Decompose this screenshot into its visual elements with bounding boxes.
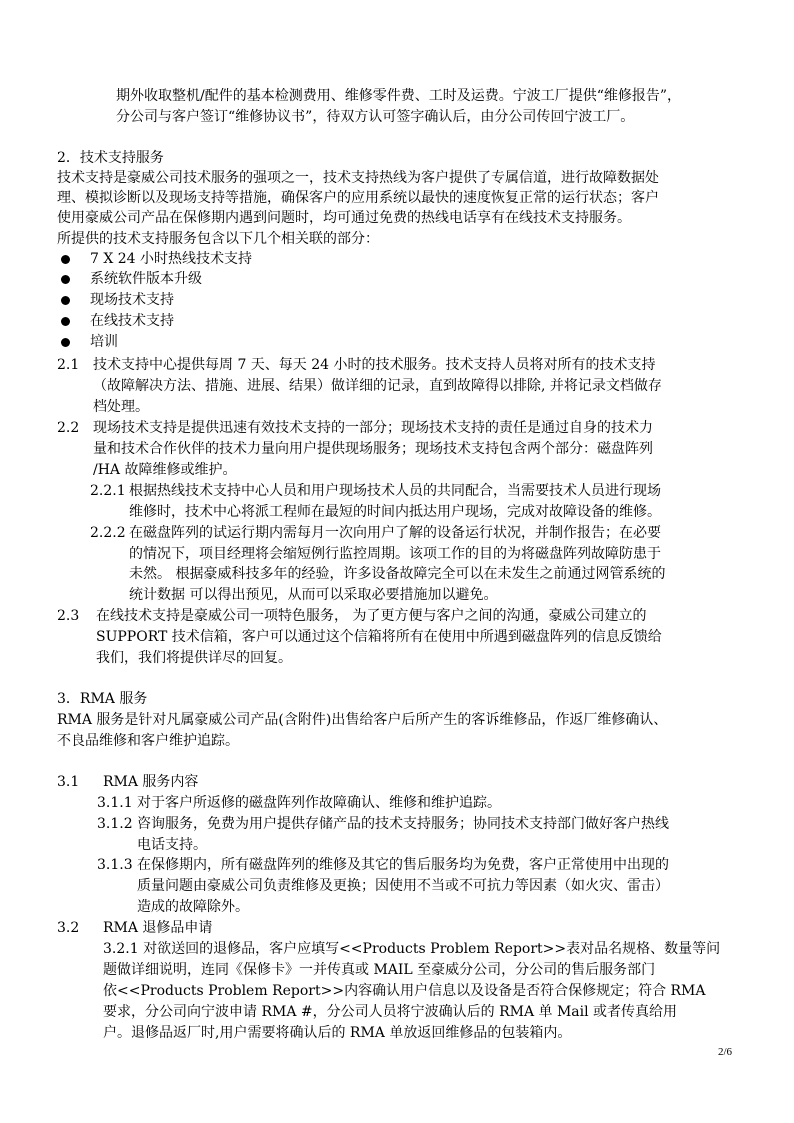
subitem-number: 3.1.3 (97, 857, 133, 873)
subitem-line: 根据热线技术支持中心人员和用户现场技术人员的共同配合，当需要技术人员进行现场 (129, 483, 661, 499)
item-line: （故障解决方法、措施、进展、结果）做详细的记录，直到故障得以排除, 并将记录文档做存 (93, 378, 662, 394)
bullet-item: 系统软件版本升级 (90, 271, 202, 287)
paragraph-line: 理、模拟诊断以及现场支持等措施，确保客户的应用系统以最快的速度恢复正常的运行状态；客户 (57, 190, 659, 206)
subitem-line: 户。退修品返厂时,用户需要将确认后的 RMA 单放返回维修品的包装箱内。 (103, 1025, 572, 1041)
subitem-line: 对于客户所返修的磁盘阵列作故障确认、维修和维护追踪。 (137, 795, 501, 811)
intro-line: 期外收取整机/配件的基本检测费用、维修零件费、工时及运费。宁波工厂提供“维修报告”， (116, 88, 682, 104)
bullet-dot-icon (61, 296, 70, 305)
subsection-title: RMA 服务内容 (103, 774, 199, 790)
bullet-dot-icon (61, 275, 70, 284)
subitem-line: 质量问题由豪威公司负责维修及更换；因使用不当或不可抗力等因素（如火灾、雷击） (137, 878, 669, 894)
subitem-line: 维修时，技术中心将派工程师在最短的时间内抵达用户现场，完成对故障设备的维修。 (129, 504, 661, 520)
section-heading: 3．RMA 服务 (57, 691, 148, 707)
subitem-line: 电话支持。 (137, 837, 207, 853)
item-line: /HA 故障维修或维护。 (93, 462, 237, 478)
paragraph-line: RMA 服务是针对凡属豪威公司产品(含附件)出售给客户后所产生的客诉维修品，作返厂维修确认、 (57, 712, 668, 728)
item-line: 技术支持中心提供每周 7 天、每天 24 小时的技术服务。技术支持人员将对所有的技术支持 (93, 357, 656, 373)
subitem-line: 依<<Products Problem Report>>内容确认用户信息以及设备是否符合保修规定；符合 RMA (103, 983, 706, 999)
section-heading: 2．技术支持服务 (57, 150, 164, 166)
paragraph-line: 使用豪威公司产品在保修期内遇到问题时，均可通过免费的热线电话享有在线技术支持服务。 (57, 210, 631, 226)
bullet-dot-icon (61, 317, 70, 326)
subitem-line: 未然。 根据豪威科技多年的经验，许多设备故障完全可以在未发生之前通过网管系统的 (129, 566, 666, 582)
subitem-line: 在保修期内，所有磁盘阵列的维修及其它的售后服务均为免费，客户正常使用中出现的 (137, 857, 669, 873)
subitem-number: 2.2.2 (90, 525, 126, 541)
item-line: 现场技术支持是提供迅速有效技术支持的一部分；现场技术支持的责任是通过自身的技术力 (93, 420, 653, 436)
item-line: 量和技术合作伙伴的技术力量向用户提供现场服务；现场技术支持包含两个部分：磁盘阵列 (93, 441, 653, 457)
subitem-line: 在磁盘阵列的试运行期内需每月一次向用户了解的设备运行状况，并制作报告；在必要 (129, 525, 661, 541)
paragraph-line: 所提供的技术支持服务包含以下几个相关联的部分： (57, 231, 379, 247)
subitem-line: 造成的故障除外。 (137, 899, 249, 915)
bullet-item: 现场技术支持 (90, 292, 174, 308)
subitem-line: 3.2.1 对欲送回的退修品，客户应填写<<Products Problem Report>>表对品名规格、数量等问 (103, 941, 721, 957)
item-number: 2.2 (57, 420, 80, 436)
subsection-title: RMA 退修品申请 (103, 920, 213, 936)
item-number: 2.3 (57, 608, 80, 624)
subitem-line: 题做详细说明，连同《保修卡》一并传真或 MAIL 至豪威分公司，分公司的售后服务部门 (103, 962, 656, 978)
item-line: 在线技术支持是豪威公司一项特色服务， 为了更方便与客户之间的沟通，豪威公司建立的 (96, 608, 647, 624)
item-line: SUPPORT 技术信箱，客户可以通过这个信箱将所有在使用中所遇到磁盘阵列的信息反馈给 (96, 629, 662, 645)
bullet-dot-icon (61, 338, 70, 347)
bullet-item: 在线技术支持 (90, 313, 174, 329)
paragraph-line: 不良品维修和客户维护追踪。 (57, 733, 239, 749)
subitem-number: 3.1.2 (97, 816, 133, 832)
subitem-line: 咨询服务，免费为用户提供存储产品的技术支持服务；协同技术支持部门做好客户热线 (137, 816, 669, 832)
item-number: 2.1 (57, 357, 80, 373)
paragraph-line: 技术支持是豪威公司技术服务的强项之一，技术支持热线为客户提供了专属信道，进行故障数据处 (57, 170, 659, 186)
bullet-item: 培训 (90, 334, 118, 350)
intro-line: 分公司与客户签订“维修协议书”，待双方认可签字确认后，由分公司传回宁波工厂。 (116, 109, 635, 125)
subsection-number: 3.1 (57, 774, 80, 790)
subitem-line: 的情况下，项目经理将会缩短例行监控周期。该项工作的目的为将磁盘阵列故障防患于 (129, 546, 661, 562)
item-line: 我们，我们将提供详尽的回复。 (96, 650, 292, 666)
page-number: 2/6 (718, 1046, 733, 1058)
bullet-item: 7 X 24 小时热线技术支持 (90, 251, 253, 267)
bullet-dot-icon (61, 255, 70, 264)
subitem-line: 要求，分公司向宁波申请 RMA #，分公司人员将宁波确认后的 RMA 单 Mail 或者传真给用 (103, 1004, 678, 1020)
subitem-line: 统计数据 可以得出预见，从而可以采取必要措施加以避免。 (129, 587, 498, 603)
subsection-number: 3.2 (57, 920, 80, 936)
item-line: 档处理。 (93, 399, 149, 415)
subitem-number: 2.2.1 (90, 483, 126, 499)
subitem-number: 3.1.1 (97, 795, 133, 811)
